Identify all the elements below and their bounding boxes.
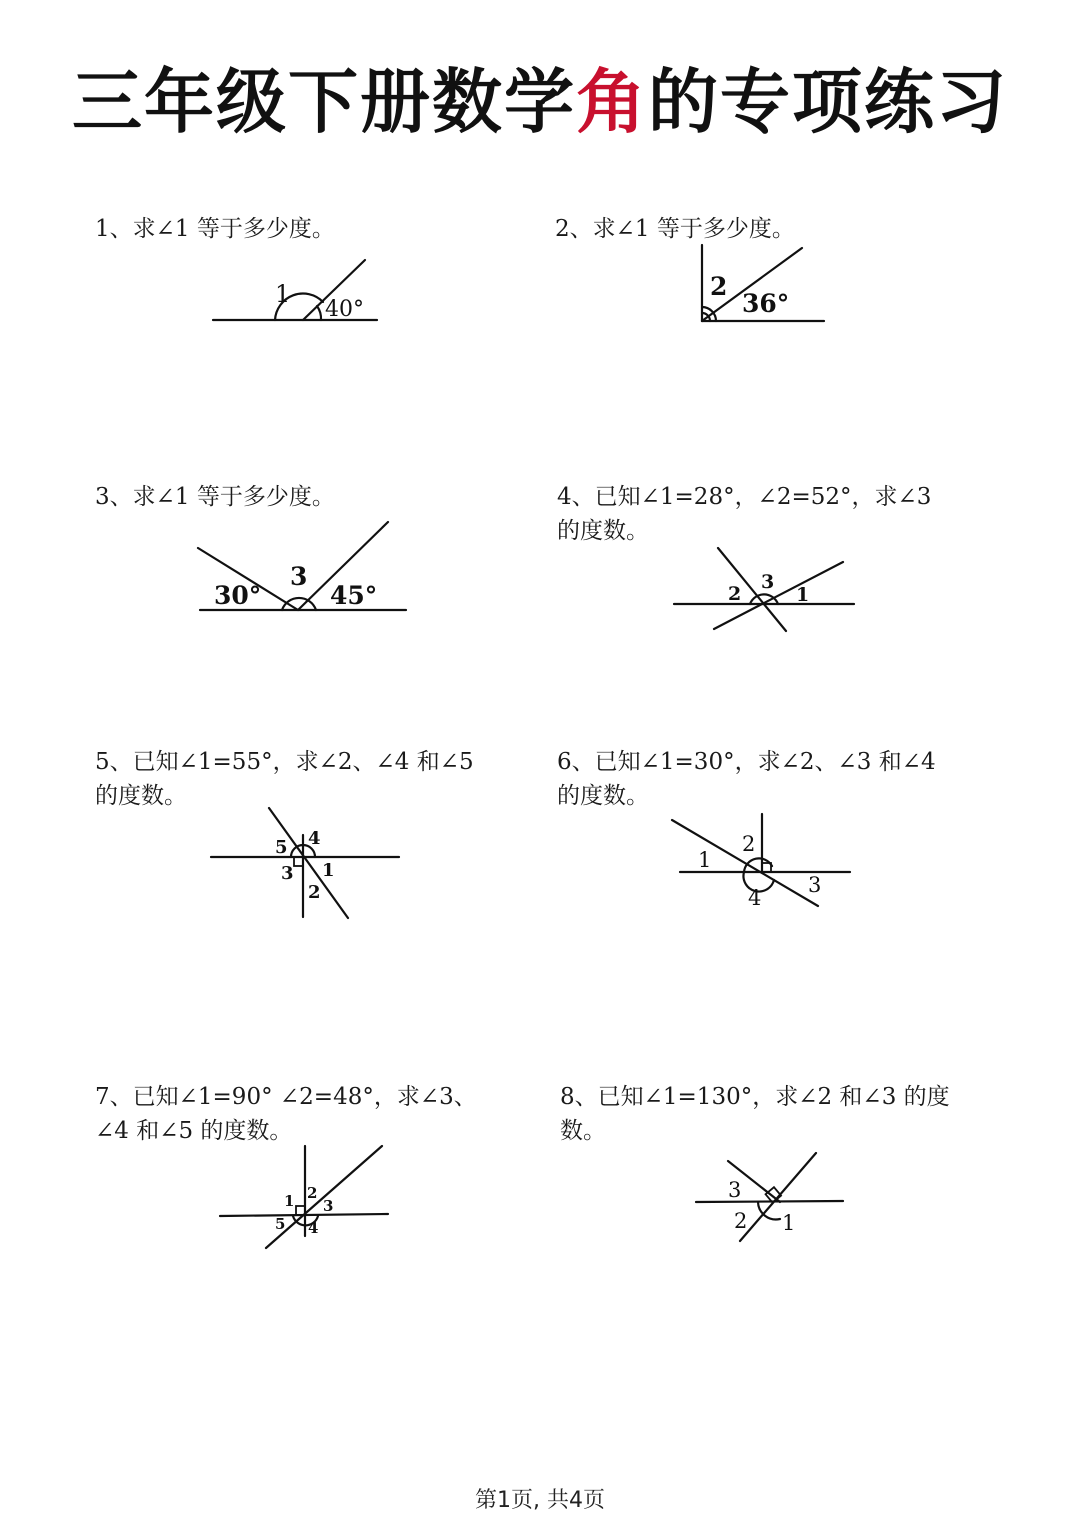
angle-label: 2 [710, 272, 728, 301]
title-part1: 三年级下册数学 [72, 61, 576, 143]
angle-label: 1 [275, 280, 291, 308]
angle-label: 36° [742, 289, 790, 318]
question-text: 的度数。 [557, 783, 649, 809]
question-3 [95, 480, 515, 514]
angle-label: 2 [728, 583, 742, 605]
question-text: 数。 [560, 1118, 606, 1144]
question-text: 的度数。 [95, 783, 187, 809]
angle-label: 5 [275, 1215, 286, 1233]
angle-label: 4 [308, 828, 321, 849]
figure-6 [668, 810, 858, 915]
question-text: ∠4 和∠5 的度数。 [95, 1118, 293, 1144]
angle-label: 2 [308, 882, 321, 903]
page-indicator: 第1页, 共4页 [475, 1488, 605, 1513]
angle-label: 5 [275, 837, 288, 858]
question-text: 6、已知∠1=30°，求∠2、∠3 和∠4 [557, 749, 936, 775]
figure-3 [190, 515, 415, 620]
question-text: 的度数。 [557, 518, 649, 544]
angle-label: 3 [808, 873, 822, 897]
horizontal-line [696, 1201, 843, 1202]
question-text: 7、已知∠1=90° ∠2=48°，求∠3、 [95, 1084, 477, 1110]
angle-label: 4 [748, 886, 762, 910]
angle-label: 4 [308, 1219, 319, 1237]
angle-label: 30° [214, 581, 262, 610]
figure-5 [205, 800, 405, 925]
angle-label: 2 [734, 1209, 748, 1233]
question-7 [95, 1080, 515, 1148]
question-6 [557, 745, 977, 813]
angle-label: 3 [761, 571, 775, 593]
angle-label: 3 [290, 562, 308, 591]
angle-arc [317, 306, 321, 320]
figure-8 [690, 1145, 850, 1250]
question-text: 4、已知∠1=28°，∠2=52°，求∠3 [557, 484, 932, 510]
figure-1 [205, 250, 395, 330]
angle-label: 3 [281, 863, 294, 884]
question-8 [560, 1080, 980, 1148]
figure-2 [690, 240, 840, 330]
title-accent: 角 [576, 61, 648, 143]
page-title [0, 62, 1080, 142]
angle-label: 3 [728, 1178, 742, 1202]
angle-label: 45° [330, 581, 378, 610]
question-text: 2、求∠1 等于多少度。 [555, 216, 795, 242]
figure-4 [668, 540, 863, 640]
figure-7 [210, 1140, 395, 1255]
question-text: 3、求∠1 等于多少度。 [95, 484, 335, 510]
question-text: 8、已知∠1=130°，求∠2 和∠3 的度 [560, 1084, 950, 1110]
title-part2: 的专项练习 [648, 61, 1008, 143]
angle-label: 1 [698, 848, 712, 872]
angle-label: 1 [782, 1211, 796, 1235]
angle-label: 3 [323, 1197, 334, 1215]
question-text: 1、求∠1 等于多少度。 [95, 216, 335, 242]
angle-label: 2 [742, 832, 756, 856]
angle-label: 2 [307, 1184, 318, 1202]
angle-label: 1 [284, 1192, 295, 1210]
right-angle-mark [294, 857, 303, 866]
angle-label: 40° [325, 297, 364, 322]
angle-label: 1 [796, 584, 810, 606]
question-4 [557, 480, 977, 548]
angle-label: 1 [322, 860, 335, 881]
question-1 [95, 212, 515, 246]
question-text: 5、已知∠1=55°，求∠2、∠4 和∠5 [95, 749, 474, 775]
